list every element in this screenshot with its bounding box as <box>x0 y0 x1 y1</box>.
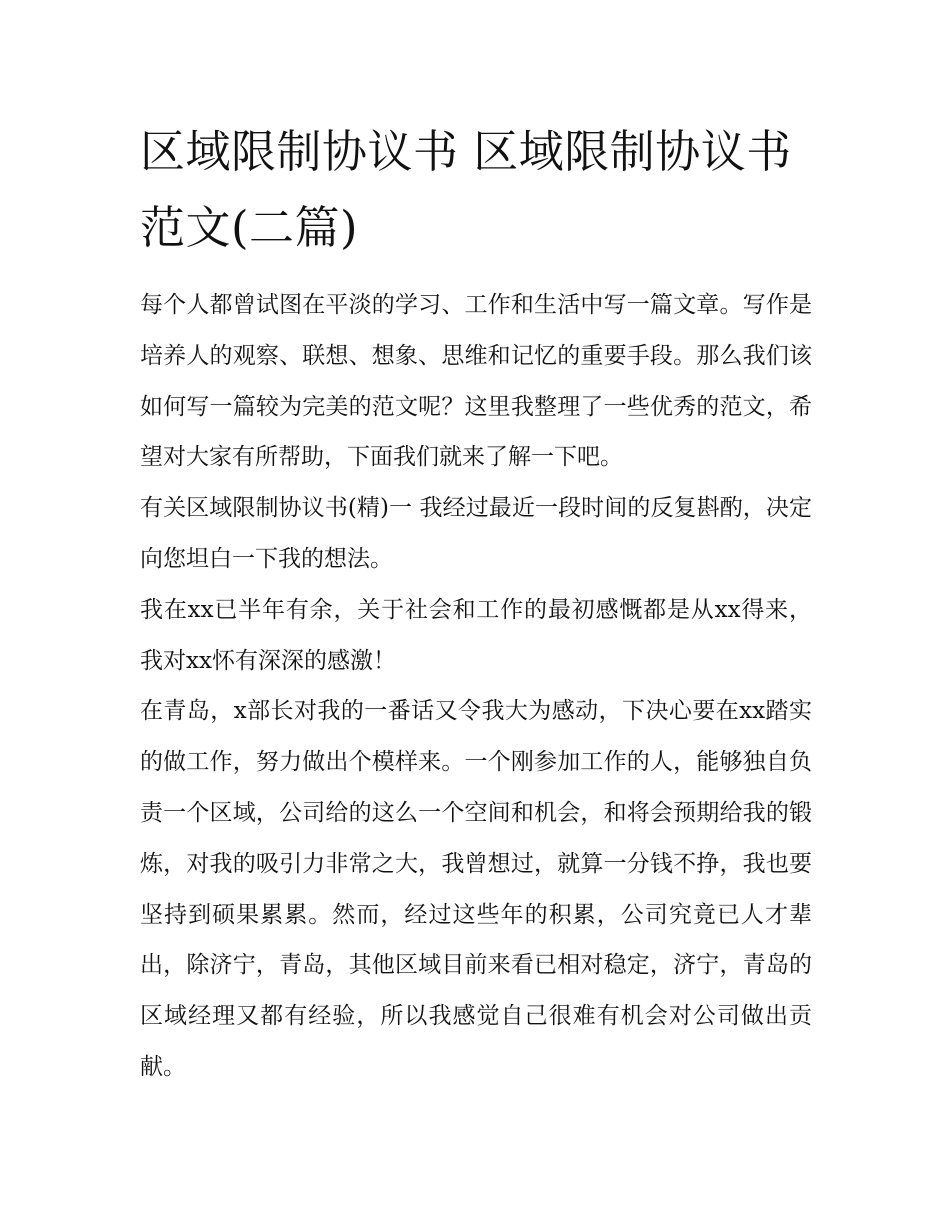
paragraph-gratitude: 我在xx已半年有余，关于社会和工作的最初感慨都是从xx得来，我对xx怀有深深的感激！ <box>140 596 812 674</box>
paragraph-intro: 每个人都曾试图在平淡的学习、工作和生活中写一篇文章。写作是培养人的观察、联想、想象、思维和记忆的重要手段。那么我们该如何写一篇较为完美的范文呢？这里我整理了一些优秀的范文，希望对大家有所帮助，下面我们就来了解一下吧。 <box>140 292 812 471</box>
paragraph-qingdao: 在青岛，x部长对我的一番话又令我大为感动，下决心要在xx踏实的做工作，努力做出个模样来。一个刚参加工作的人，能够独自负责一个区域，公司给的这么一个空间和机会，和将会预期给我的锻炼，对我的吸引力非常之大，我曾想过，就算一分钱不挣，我也要坚持到硕果累累。然而，经过这些年的积累，公司究竟已人才辈出，除济宁，青岛，其他区域目前来看已相对稳定，济宁，青岛的区域经理又都有经验，所以我感觉自己很难有机会对公司做出贡献。 <box>140 698 812 1080</box>
document-title: 区域限制协议书 区域限制协议书范文(二篇) <box>140 125 792 254</box>
paragraph-heading-one: 有关区域限制协议书(精)一 我经过最近一段时间的反复斟酌，决定向您坦白一下我的想法。 <box>140 495 812 572</box>
document-body <box>140 114 812 1093</box>
